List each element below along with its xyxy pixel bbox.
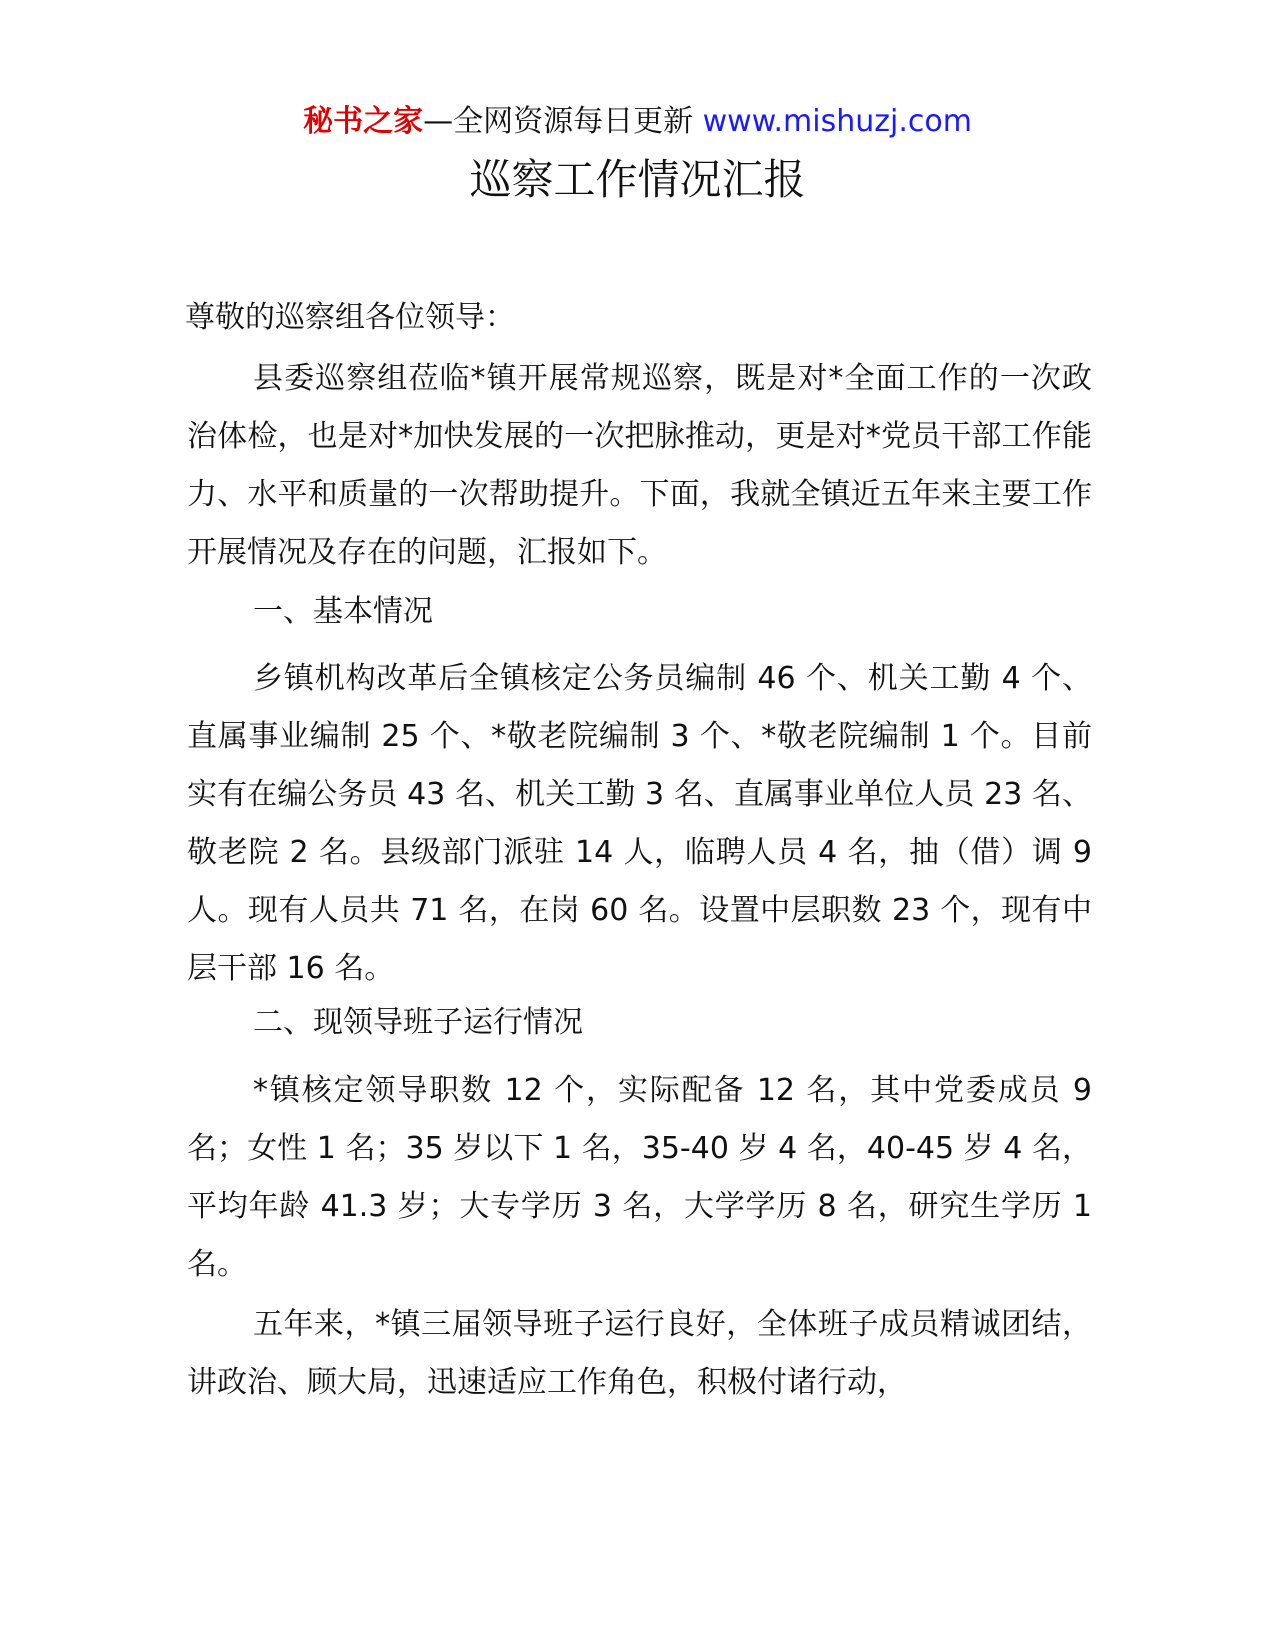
header-tagline: —全网资源每日更新 — [423, 104, 694, 139]
leadership-paragraph: *镇核定领导职数 12 个，实际配备 12 名，其中党委成员 9 名；女性 1 名；35 岁以下 1 名，35-40 岁 4 名，40-45 岁 4 名，平均年龄 41.3 岁；大专学历 3 名，大学学历 8 名，研究生学历 1 名。 — [187, 1073, 1092, 1282]
section-heading-basic: 一、基本情况 — [253, 594, 433, 629]
salutation: 尊敬的巡察组各位领导： — [185, 300, 515, 335]
staffing-paragraph: 乡镇机构改革后全镇核定公务员编制 46 个、机关工勤 4 个、直属事业编制 25 个、*敬老院编制 3 个、*敬老院编制 1 个。目前实有在编公务员 43 名、机关工勤 3 名、直属事业单位人员 23 名、敬老院 2 名。县级部门派驻 14 人，临聘人员 4 名，抽（借）调 9 人。现有人员共 71 名，在岗 60 名。设置中层职数 23 个，现有中层干部 16 名。 — [187, 661, 1092, 986]
brand-name: 秘书之家 — [303, 104, 424, 139]
section-heading-leadership: 二、现领导班子运行情况 — [253, 1005, 583, 1040]
document-title: 巡察工作情况汇报 — [469, 155, 806, 204]
five-years-paragraph: 五年来，*镇三届领导班子运行良好，全体班子成员精诚团结，讲政治、顾大局，迅速适应工作角色，积极付诸行动， — [187, 1307, 1092, 1400]
site-url-link[interactable]: www.mishuzj.com — [702, 104, 972, 139]
intro-paragraph: 县委巡察组莅临*镇开展常规巡察，既是对*全面工作的一次政治体检，也是对*加快发展的一次把脉推动，更是对*党员干部工作能力、水平和质量的一次帮助提升。下面，我就全镇近五年来主要工作开展情况及存在的问题，汇报如下。 — [187, 361, 1092, 570]
site-header — [0, 102, 1275, 142]
